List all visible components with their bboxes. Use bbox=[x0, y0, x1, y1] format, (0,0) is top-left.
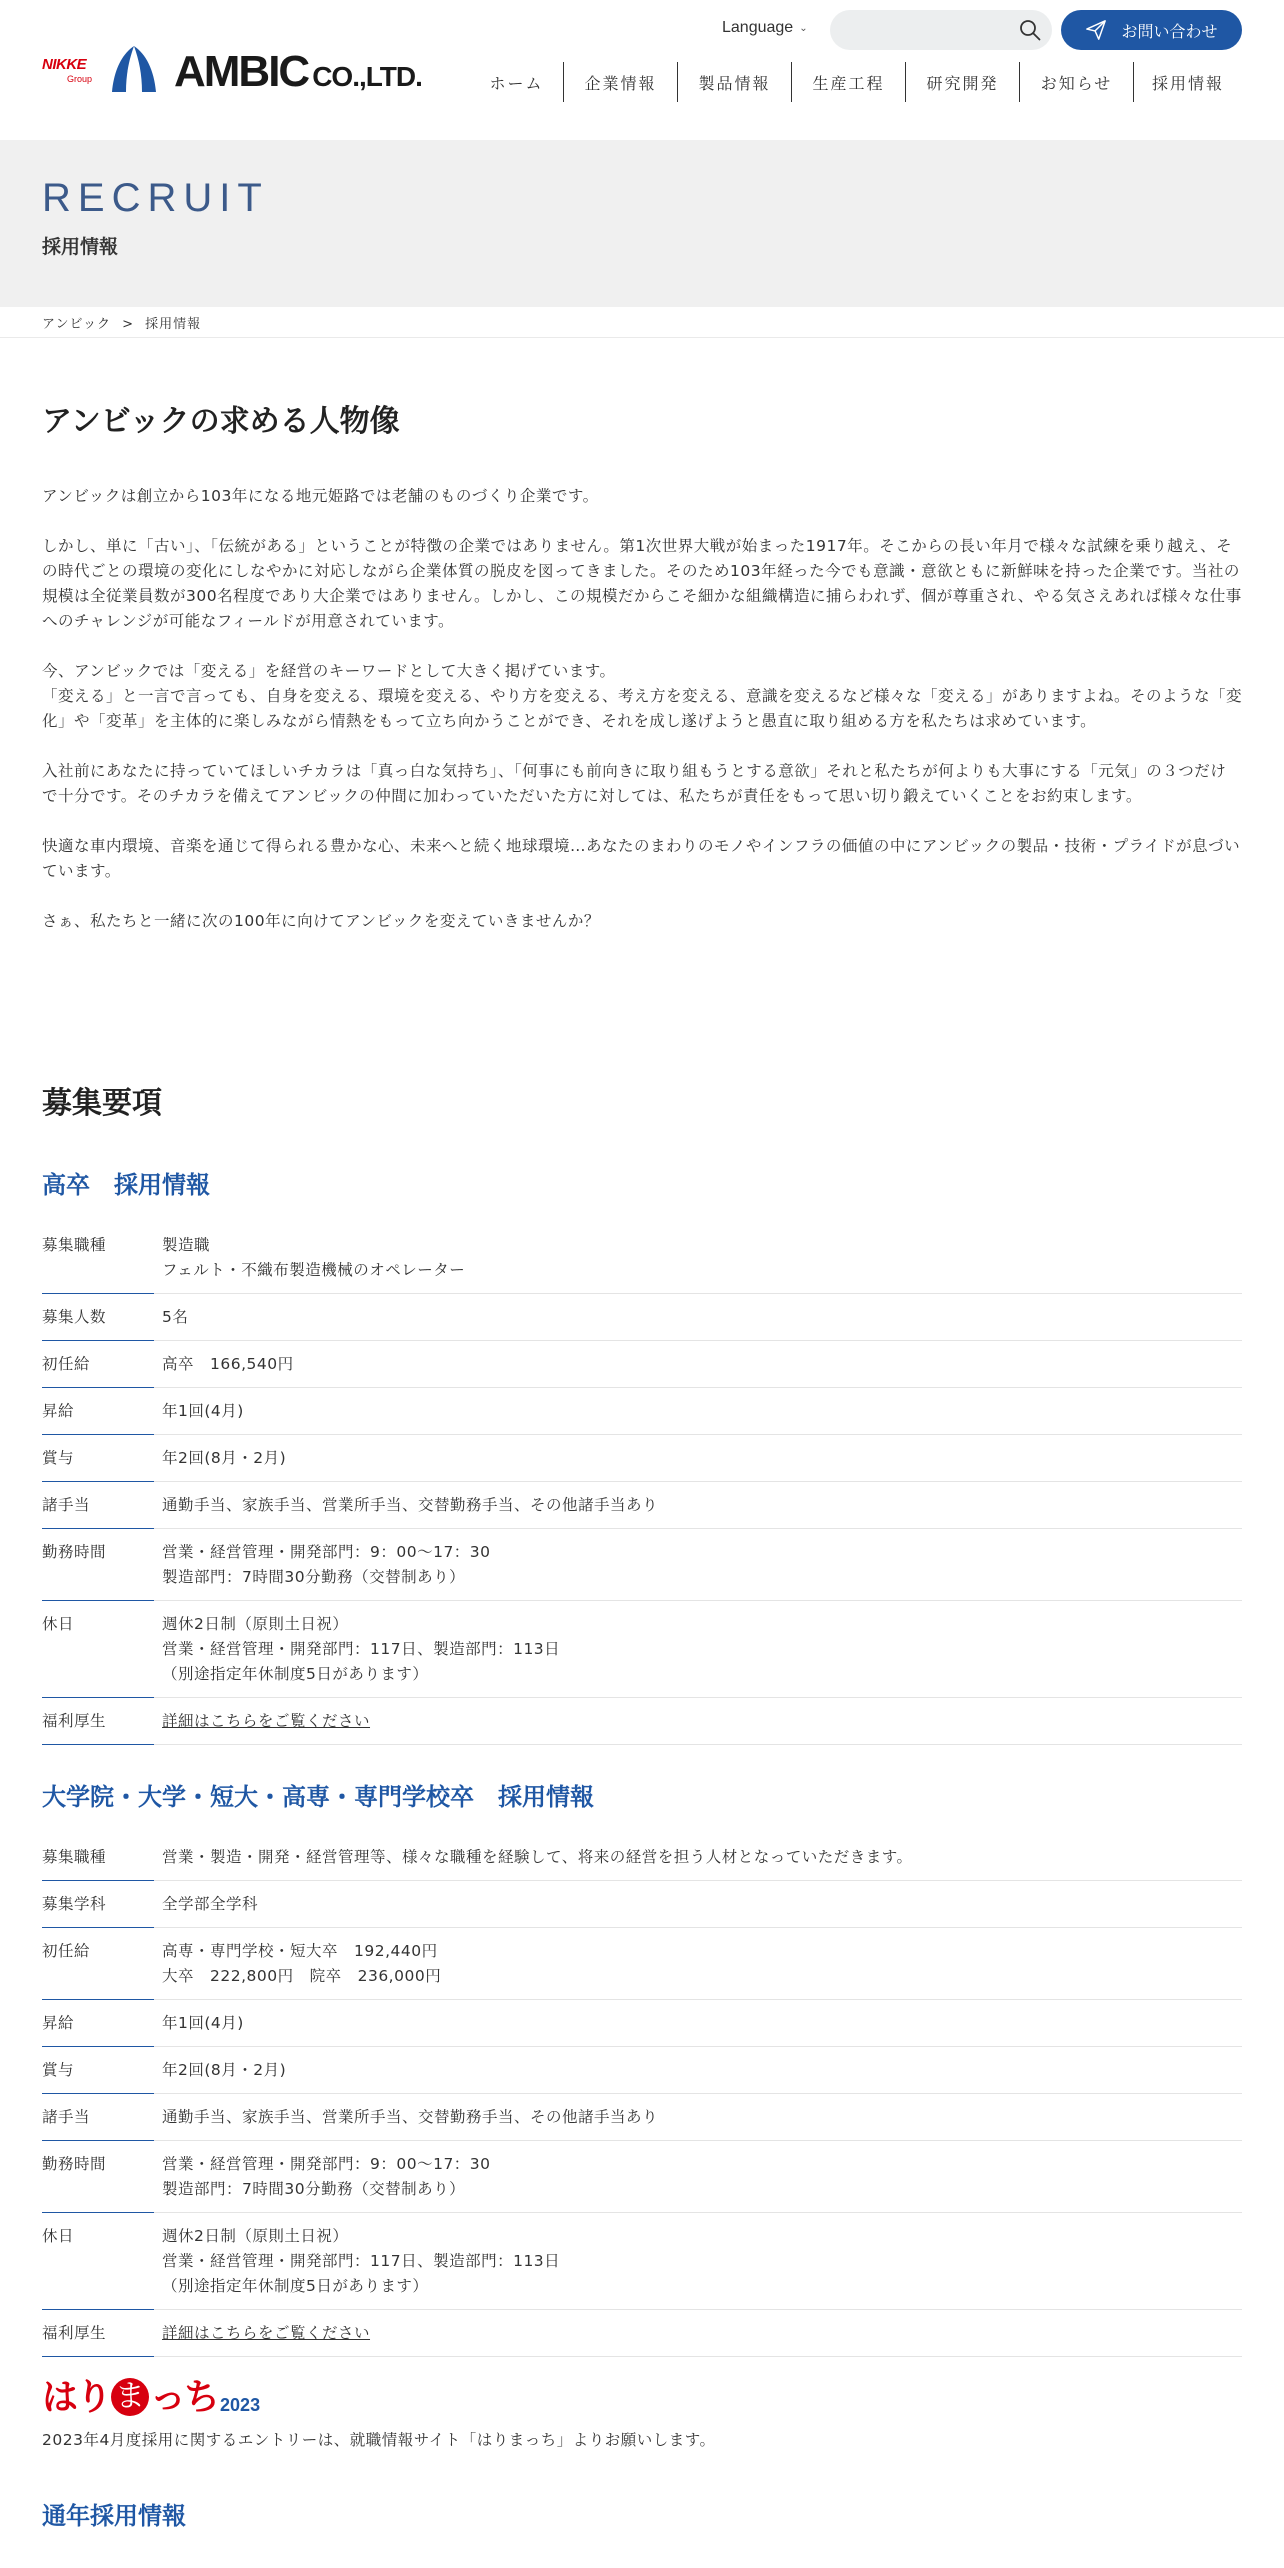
nav-label: 生産工程 bbox=[812, 73, 885, 93]
nav-label: ホーム bbox=[489, 73, 544, 93]
page-title: 採用情報 bbox=[42, 236, 119, 258]
row-value: 年2回(8月・2月) bbox=[162, 1449, 287, 1467]
table-row bbox=[42, 2094, 1242, 2141]
row-label: 福利厚生 bbox=[42, 2324, 107, 2342]
intro-paragraph: アンビックは創立から103年になる地元姫路では老舗のものづくり企業です。 bbox=[42, 487, 599, 505]
row-label: 初任給 bbox=[42, 1355, 91, 1373]
table-row bbox=[42, 2141, 1242, 2213]
row-label: 募集職種 bbox=[42, 1236, 107, 1254]
nav-item-production[interactable] bbox=[792, 62, 906, 102]
row-label: 募集職種 bbox=[42, 1848, 107, 1866]
row-value: 高専・専門学校・短大卒 192,440円 大卒 222,800円 院卒 236,000円 bbox=[162, 1942, 442, 1985]
chevron-down-icon: ⌄ bbox=[799, 22, 808, 34]
row-value: 通勤手当、家族手当、営業所手当、交替勤務手当、その他諸手当あり bbox=[162, 2108, 659, 2126]
intro-paragraph: 今、アンビックでは「変える」を経営のキーワードとして大きく掲げています。 「変える」と一言で言っても、自身を変える、環境を変える、やり方を変える、考え方を変える、意識を変えるなど様々な「変える」がありますよね。そのような「変化」や「変革」を主体的に楽しみながら情熱をもって立ち向かうことができ、それを成し遂げようと愚直に取り組める方を私たちは求めています。 bbox=[42, 662, 1243, 730]
table-row bbox=[42, 1928, 1242, 2000]
table-row bbox=[42, 1834, 1242, 1881]
row-label: 昇給 bbox=[42, 1402, 75, 1420]
nav-label: お知らせ bbox=[1040, 73, 1113, 93]
row-value bbox=[162, 2321, 1242, 2346]
table-row bbox=[42, 2310, 1242, 2357]
nav-label: 企業情報 bbox=[584, 73, 657, 93]
intro-text bbox=[42, 484, 1242, 959]
intro-paragraph: 入社前にあなたに持っていてほしいチカラは「真っ白な気持ち」、「何事にも前向きに取り組もうとする意欲」それと私たちが何よりも大事にする「元気」の３つだけで十分です。そのチカラを備えてアンビックの仲間に加わっていただいた方に対しては、私たちが責任をもって思い切り鍛えていくことをお約束します。 bbox=[42, 762, 1227, 805]
breadcrumb-home-link[interactable]: アンビック bbox=[42, 317, 111, 332]
logo-co-text: CO.,LTD. bbox=[312, 61, 422, 92]
search-input[interactable] bbox=[848, 18, 1008, 42]
row-label-underline bbox=[42, 2356, 154, 2357]
intro-paragraph: 快適な車内環境、音楽を通じて得られる豊かな心、未来へと続く地球環境…あなたのまわりのモノやインフラの価値の中にアンビックの製品・技術・プライドが息づいています。 bbox=[42, 837, 1241, 880]
university-table bbox=[42, 1834, 1242, 2357]
nav-item-research[interactable] bbox=[906, 62, 1020, 102]
nikke-group-text: Group bbox=[66, 74, 92, 84]
nav-label: 製品情報 bbox=[698, 73, 771, 93]
welfare-details-link[interactable]: 詳細はこちらをご覧ください bbox=[162, 1712, 371, 1730]
university-heading: 大学院・大学・短大・高専・専門学校卒 採用情報 bbox=[42, 1783, 594, 1811]
table-row bbox=[42, 1698, 1242, 1745]
table-row bbox=[42, 2213, 1242, 2310]
nav-label: 研究開発 bbox=[926, 73, 999, 93]
nav-label: 採用情報 bbox=[1151, 73, 1224, 93]
row-label: 諸手当 bbox=[42, 2108, 91, 2126]
divider bbox=[0, 337, 1284, 338]
ambic-mark-icon[interactable] bbox=[108, 44, 160, 94]
intro-paragraph: しかし、単に「古い」、「伝統がある」ということが特徴の企業ではありません。第1次世界大戦が始まった1917年。そこからの長い年月で様々な試練を乗り越え、その時代ごとの環境の変化にしなやかに対応しながら企業体質の脱皮を図ってきました。そのため103年経った今でも意識・意欲ともに新鮮味を持った企業です。当社の規模は全従業員数が300名程度であり大企業ではありません。しかし、この規模だからこそ細かな組織構造に捕らわれず、個が尊重され、やる気さえあれば様々な仕事へのチャレンジが可能なフィールドが用意されています。 bbox=[42, 537, 1242, 630]
row-label: 募集人数 bbox=[42, 1308, 107, 1326]
table-row bbox=[42, 1388, 1242, 1435]
nikke-group-logo[interactable] bbox=[42, 56, 98, 84]
highschool-table bbox=[42, 1222, 1242, 1745]
row-value: 通勤手当、家族手当、営業所手当、交替勤務手当、その他諸手当あり bbox=[162, 1496, 659, 1514]
nav-item-home[interactable] bbox=[470, 62, 564, 102]
language-label: Language bbox=[722, 19, 794, 36]
row-value: 5名 bbox=[162, 1308, 189, 1326]
recruitment-heading: 募集要項 bbox=[42, 1086, 162, 1121]
row-value: 全学部全学科 bbox=[162, 1895, 259, 1913]
row-label: 賞与 bbox=[42, 1449, 75, 1467]
row-value: 年1回(4月) bbox=[162, 2014, 244, 2032]
main-nav bbox=[470, 62, 1242, 102]
breadcrumb-separator: > bbox=[122, 317, 135, 332]
nav-item-products[interactable] bbox=[678, 62, 792, 102]
contact-button[interactable] bbox=[1061, 10, 1242, 50]
row-value: 営業・経営管理・開発部門：9：00～17：30 製造部門：7時間30分勤務（交替制あり） bbox=[162, 2155, 491, 2198]
row-label: 昇給 bbox=[42, 2014, 75, 2032]
row-value: 週休2日制（原則土日祝） 営業・経営管理・開発部門：117日、製造部門：113日 （別途指定年休制度5日があります） bbox=[162, 2227, 561, 2295]
row-value: 高卒 166,540円 bbox=[162, 1355, 294, 1373]
row-label: 休日 bbox=[42, 2227, 75, 2245]
nav-item-recruit[interactable] bbox=[1134, 62, 1242, 102]
row-value: 週休2日制（原則土日祝） 営業・経営管理・開発部門：117日、製造部門：113日 （別途指定年休制度5日があります） bbox=[162, 1615, 561, 1683]
row-label-underline bbox=[42, 1744, 154, 1745]
row-label: 休日 bbox=[42, 1615, 75, 1633]
table-row bbox=[42, 1482, 1242, 1529]
harimatch-logo[interactable] bbox=[42, 2376, 260, 2416]
harimatch-year: 2023 bbox=[220, 2395, 261, 2415]
search-icon[interactable] bbox=[1018, 18, 1042, 42]
harimatch-text-a: はり bbox=[42, 2376, 111, 2417]
paper-plane-icon bbox=[1085, 19, 1107, 41]
site-header bbox=[0, 0, 1284, 140]
table-row bbox=[42, 2000, 1242, 2047]
harimatch-text-b: っち bbox=[150, 2376, 219, 2417]
row-label: 諸手当 bbox=[42, 1496, 91, 1514]
nikke-logo-text: NIKKE bbox=[42, 56, 87, 73]
row-value: 年1回(4月) bbox=[162, 1402, 244, 1420]
table-row bbox=[42, 2047, 1242, 2094]
contact-label: お問い合わせ bbox=[1121, 21, 1218, 41]
nav-item-news[interactable] bbox=[1020, 62, 1134, 102]
ambic-logo[interactable] bbox=[174, 48, 422, 101]
table-row bbox=[42, 1435, 1242, 1482]
highschool-heading: 高卒 採用情報 bbox=[42, 1171, 210, 1199]
table-row bbox=[42, 1222, 1242, 1294]
table-row bbox=[42, 1601, 1242, 1698]
harimatch-circle: ま bbox=[111, 2378, 149, 2416]
table-row bbox=[42, 1881, 1242, 1928]
table-row bbox=[42, 1294, 1242, 1341]
logo-main-text: AMBIC bbox=[174, 47, 309, 96]
row-value bbox=[162, 1709, 1242, 1734]
page-hero bbox=[0, 140, 1284, 307]
welfare-details-link[interactable]: 詳細はこちらをご覧ください bbox=[162, 2324, 371, 2342]
row-label: 募集学科 bbox=[42, 1895, 107, 1913]
row-value: 製造職 フェルト・不織布製造機械のオペレーター bbox=[162, 1236, 466, 1279]
row-value: 営業・経営管理・開発部門：9：00～17：30 製造部門：7時間30分勤務（交替制あり） bbox=[162, 1543, 491, 1586]
row-label: 賞与 bbox=[42, 2061, 75, 2079]
intro-heading: アンビックの求める人物像 bbox=[42, 404, 400, 439]
row-label: 福利厚生 bbox=[42, 1712, 107, 1730]
row-label: 勤務時間 bbox=[42, 1543, 107, 1561]
table-row bbox=[42, 1529, 1242, 1601]
row-value: 営業・製造・開発・経営管理等、様々な職種を経験して、将来の経営を担う人材となっていただきます。 bbox=[162, 1848, 913, 1866]
language-selector[interactable] bbox=[722, 16, 808, 40]
entry-note: 2023年4月度採用に関するエントリーは、就職情報サイト「はりまっち」よりお願いします。 bbox=[42, 2431, 716, 2449]
search-box bbox=[830, 10, 1052, 50]
table-row bbox=[42, 1341, 1242, 1388]
row-label: 初任給 bbox=[42, 1942, 91, 1960]
breadcrumb bbox=[42, 313, 201, 332]
page-title-en: RECRUIT bbox=[42, 176, 269, 220]
row-label: 勤務時間 bbox=[42, 2155, 107, 2173]
row-value: 年2回(8月・2月) bbox=[162, 2061, 287, 2079]
yearround-heading: 通年採用情報 bbox=[42, 2502, 186, 2530]
nav-item-company[interactable] bbox=[564, 62, 678, 102]
breadcrumb-current: 採用情報 bbox=[145, 317, 202, 332]
intro-paragraph: さぁ、私たちと一緒に次の100年に向けてアンビックを変えていきませんか？ bbox=[42, 912, 600, 930]
